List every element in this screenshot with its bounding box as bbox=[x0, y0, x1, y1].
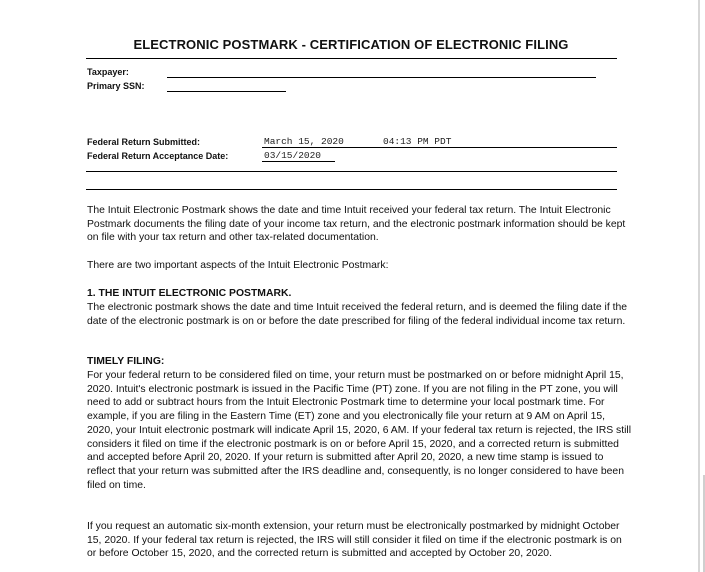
submitted-date: March 15, 2020 bbox=[264, 136, 344, 147]
submitted-time: 04:13 PM PDT bbox=[383, 136, 452, 147]
acceptance-line bbox=[262, 161, 335, 162]
aspects-paragraph: There are two important aspects of the Intuit Electronic Postmark: bbox=[87, 260, 389, 271]
acceptance-label: Federal Return Acceptance Date: bbox=[87, 151, 229, 161]
ssn-label: Primary SSN: bbox=[87, 81, 145, 91]
section-rule-1 bbox=[86, 171, 617, 172]
submitted-label: Federal Return Submitted: bbox=[87, 137, 201, 147]
page-edge bbox=[698, 0, 700, 572]
ssn-line bbox=[167, 91, 286, 92]
document-title: ELECTRONIC POSTMARK - CERTIFICATION OF ELECTRONIC FILING bbox=[133, 37, 569, 52]
submitted-line bbox=[262, 147, 617, 148]
section1-heading: 1. THE INTUIT ELECTRONIC POSTMARK. bbox=[87, 288, 292, 299]
timely-body: For your federal return to be considered filed on time, your return must be postmarked on or before midnight April 15, 2020. Intuit's electronic postmark is issued in the Pacific Time (PT) zone. If you are not filing in the PT zone, you will need to add or subtract hours from the Intuit Electronic Postmark time to determine your local postmark time. For example, if you are filing in the Eastern Time (ET) zone and you electronically file your return at 9 AM on April 15, 2020, your Intuit electronic postmark will indicate April 15, 2020, 6 AM. If your federal tax return is rejected, the IRS still considers it filed on time if the electronic postmark is on or before April 15, 2020, and a corrected return is submitted and accepted before April 20, 2020. If your return is submitted after April 20, 2020, a new time stamp is issued to reflect that your return was submitted after the IRS deadline and, consequently, is no longer considered to have been filed on time. bbox=[87, 370, 632, 491]
title-rule bbox=[86, 58, 617, 59]
acceptance-date: 03/15/2020 bbox=[264, 150, 322, 161]
section1-body: The electronic postmark shows the date and time Intuit received the federal return, and is deemed the filing date if the date of the electronic postmark is on or before the date prescribed for filing of the federal individual income tax return. bbox=[87, 302, 628, 327]
intro-paragraph: The Intuit Electronic Postmark shows the date and time Intuit received your federal tax return. The Intuit Electronic Postmark documents the filing date of your income tax return, and the electronic postmark information should be kept on file with your tax return and other tax-related documentation. bbox=[87, 205, 626, 244]
taxpayer-label: Taxpayer: bbox=[87, 67, 129, 77]
taxpayer-line bbox=[167, 77, 596, 78]
section-rule-2 bbox=[86, 189, 617, 190]
timely-heading: TIMELY FILING: bbox=[87, 356, 165, 367]
extension-body: If you request an automatic six-month extension, your return must be electronically postmarked by midnight October 15, 2020. If your federal tax return is rejected, the IRS will still consider it filed on time if the electronic postmark is on or before October 15, 2020, and the corrected return is submitted and accepted by October 20, 2020. bbox=[87, 521, 622, 560]
